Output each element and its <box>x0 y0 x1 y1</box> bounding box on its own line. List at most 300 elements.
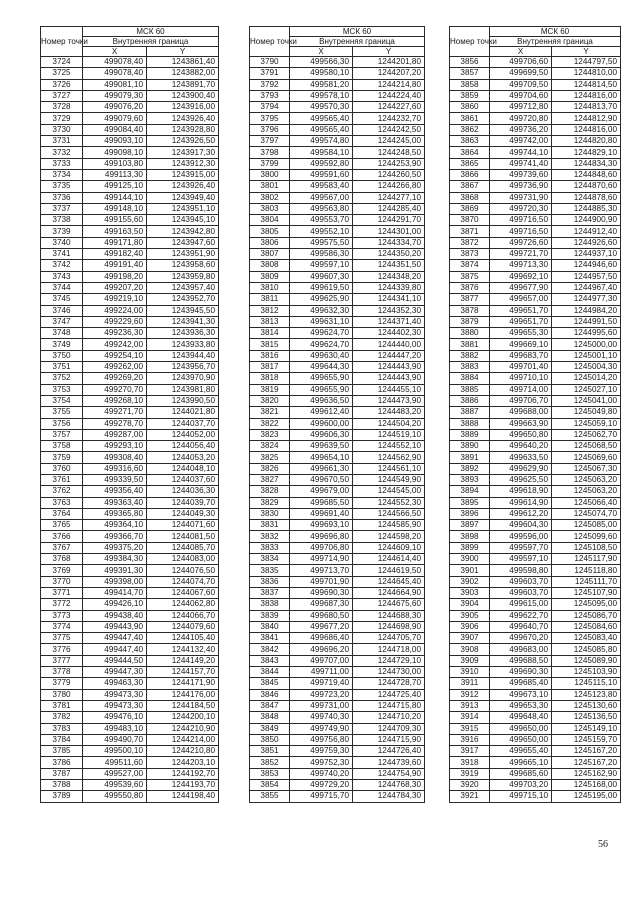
point-number-cell: 3896 <box>450 508 490 519</box>
y-coordinate-cell: 1244371,40 <box>353 316 425 327</box>
x-coordinate-cell: 499719,40 <box>290 678 353 689</box>
y-coordinate-cell: 1244074,70 <box>147 576 219 587</box>
x-coordinate-cell: 499612,20 <box>490 508 552 519</box>
x-coordinate-cell: 499712,80 <box>490 102 552 113</box>
x-coordinate-cell: 499148,10 <box>83 203 147 214</box>
x-coordinate-cell: 499287,00 <box>83 429 147 440</box>
y-coordinate-cell: 1244083,00 <box>147 554 219 565</box>
point-number-cell: 3796 <box>250 124 290 135</box>
y-coordinate-cell: 1244754,90 <box>353 768 425 779</box>
y-coordinate-cell: 1244443,90 <box>353 373 425 384</box>
point-number-cell: 3730 <box>41 124 83 135</box>
point-number-cell: 3878 <box>450 305 490 316</box>
y-coordinate-cell: 1244352,30 <box>353 305 425 316</box>
x-coordinate-cell: 499565,40 <box>290 113 353 124</box>
table-row <box>450 237 621 248</box>
point-number-cell: 3845 <box>250 678 290 689</box>
x-coordinate-cell: 499663,90 <box>490 418 552 429</box>
y-coordinate-cell: 1244926,60 <box>552 237 621 248</box>
x-coordinate-cell: 499583,40 <box>290 181 353 192</box>
point-number-cell: 3766 <box>41 531 83 542</box>
point-number-cell: 3904 <box>450 599 490 610</box>
point-number-cell: 3764 <box>41 508 83 519</box>
table-row <box>450 282 621 293</box>
table-row <box>41 768 219 779</box>
table-row <box>450 780 621 791</box>
point-number-cell: 3725 <box>41 68 83 79</box>
x-coordinate-cell: 499683,70 <box>490 350 552 361</box>
y-coordinate-cell: 1243917,30 <box>147 147 219 158</box>
table-row <box>41 282 219 293</box>
x-coordinate-cell: 499651,70 <box>490 316 552 327</box>
x-coordinate-cell: 499701,90 <box>290 576 353 587</box>
x-coordinate-cell: 499483,10 <box>83 723 147 734</box>
x-coordinate-cell: 499685,60 <box>490 768 552 779</box>
y-coordinate-cell: 1244071,60 <box>147 520 219 531</box>
x-coordinate-cell: 499078,40 <box>83 68 147 79</box>
x-coordinate-cell: 499670,50 <box>290 474 353 485</box>
table-row <box>41 68 219 79</box>
table-row <box>250 249 425 260</box>
table-row <box>450 79 621 90</box>
y-coordinate-cell: 1244301,00 <box>353 226 425 237</box>
table-row <box>41 350 219 361</box>
x-coordinate-cell: 499696,80 <box>290 531 353 542</box>
x-coordinate-cell: 499366,70 <box>83 531 147 542</box>
y-coordinate-cell: 1244900,90 <box>552 215 621 226</box>
y-coordinate-cell: 1245085,00 <box>552 520 621 531</box>
point-number-cell: 3890 <box>450 441 490 452</box>
x-coordinate-cell: 499706,80 <box>290 542 353 553</box>
y-coordinate-cell: 1244645,40 <box>353 576 425 587</box>
x-coordinate-cell: 499756,80 <box>290 734 353 745</box>
y-coordinate-cell: 1244820,80 <box>552 136 621 147</box>
table-row <box>41 452 219 463</box>
table-row <box>450 90 621 101</box>
x-coordinate-cell: 499742,00 <box>490 136 552 147</box>
table-row <box>250 328 425 339</box>
point-number-cell: 3783 <box>41 723 83 734</box>
point-number-cell: 3914 <box>450 712 490 723</box>
x-coordinate-cell: 499566,30 <box>290 57 353 68</box>
x-coordinate-cell: 499600,00 <box>290 418 353 429</box>
y-coordinate-cell: 1245041,00 <box>552 395 621 406</box>
x-coordinate-cell: 499736,90 <box>490 181 552 192</box>
x-coordinate-cell: 499316,60 <box>83 463 147 474</box>
y-coordinate-cell: 1244710,20 <box>353 712 425 723</box>
table-row <box>41 113 219 124</box>
y-coordinate-cell: 1245074,70 <box>552 508 621 519</box>
table-row <box>250 791 425 802</box>
y-coordinate-cell: 1244277,10 <box>353 192 425 203</box>
x-coordinate-cell: 499707,00 <box>290 655 353 666</box>
table-row <box>250 260 425 271</box>
table-row <box>41 587 219 598</box>
table-row <box>450 734 621 745</box>
y-coordinate-cell: 1245000,00 <box>552 339 621 350</box>
y-coordinate-cell: 1243912,30 <box>147 158 219 169</box>
point-number-cell: 3782 <box>41 712 83 723</box>
y-coordinate-cell: 1243957,40 <box>147 282 219 293</box>
y-coordinate-cell: 1244797,50 <box>552 57 621 68</box>
x-coordinate-cell: 499653,30 <box>490 700 552 711</box>
x-coordinate-cell: 499597,10 <box>490 554 552 565</box>
y-coordinate-cell: 1244339,80 <box>353 282 425 293</box>
point-number-cell: 3810 <box>250 282 290 293</box>
table-row <box>450 68 621 79</box>
table-row <box>41 136 219 147</box>
y-coordinate-cell: 1244718,00 <box>353 644 425 655</box>
table-row <box>41 780 219 791</box>
point-number-cell: 3807 <box>250 249 290 260</box>
table-row <box>250 655 425 666</box>
point-number-cell: 3856 <box>450 57 490 68</box>
header-point-number: Номер точки <box>41 27 83 57</box>
point-number-cell: 3828 <box>250 486 290 497</box>
y-coordinate-cell: 1243956,70 <box>147 362 219 373</box>
table-row <box>250 441 425 452</box>
point-number-cell: 3909 <box>450 655 490 666</box>
y-coordinate-cell: 1244664,90 <box>353 587 425 598</box>
point-number-cell: 3744 <box>41 282 83 293</box>
x-coordinate-cell: 499644,30 <box>290 362 353 373</box>
point-number-cell: 3858 <box>450 79 490 90</box>
table-row <box>41 102 219 113</box>
header-x: X <box>290 47 353 57</box>
table-row <box>250 633 425 644</box>
header-x: X <box>83 47 147 57</box>
point-number-cell: 3777 <box>41 655 83 666</box>
y-coordinate-cell: 1243900,40 <box>147 90 219 101</box>
table-row <box>450 463 621 474</box>
x-coordinate-cell: 499739,60 <box>490 169 552 180</box>
y-coordinate-cell: 1245107,90 <box>552 587 621 598</box>
y-coordinate-cell: 1243926,40 <box>147 113 219 124</box>
y-coordinate-cell: 1244210,90 <box>147 723 219 734</box>
y-coordinate-cell: 1244037,70 <box>147 418 219 429</box>
point-number-cell: 3852 <box>250 757 290 768</box>
table-row <box>41 474 219 485</box>
x-coordinate-cell: 499607,30 <box>290 271 353 282</box>
y-coordinate-cell: 1244688,30 <box>353 610 425 621</box>
y-coordinate-cell: 1245159,70 <box>552 734 621 745</box>
point-number-cell: 3814 <box>250 328 290 339</box>
y-coordinate-cell: 1245027,10 <box>552 384 621 395</box>
table-row <box>450 542 621 553</box>
table-row <box>450 124 621 135</box>
y-coordinate-cell: 1244184,50 <box>147 700 219 711</box>
table-row <box>450 554 621 565</box>
x-coordinate-cell: 499125,10 <box>83 181 147 192</box>
point-number-cell: 3889 <box>450 429 490 440</box>
x-coordinate-cell: 499438,40 <box>83 610 147 621</box>
x-coordinate-cell: 499308,40 <box>83 452 147 463</box>
y-coordinate-cell: 1244214,00 <box>147 734 219 745</box>
y-coordinate-cell: 1244232,70 <box>353 113 425 124</box>
y-coordinate-cell: 1244598,20 <box>353 531 425 542</box>
point-number-cell: 3742 <box>41 260 83 271</box>
table-row <box>450 57 621 68</box>
point-number-cell: 3861 <box>450 113 490 124</box>
point-number-cell: 3830 <box>250 508 290 519</box>
y-coordinate-cell: 1245069,60 <box>552 452 621 463</box>
y-coordinate-cell: 1243959,80 <box>147 271 219 282</box>
point-number-cell: 3751 <box>41 362 83 373</box>
point-number-cell: 3836 <box>250 576 290 587</box>
table-row <box>450 136 621 147</box>
y-coordinate-cell: 1244193,70 <box>147 780 219 791</box>
x-coordinate-cell: 499715,10 <box>490 791 552 802</box>
y-coordinate-cell: 1244242,50 <box>353 124 425 135</box>
x-coordinate-cell: 499731,00 <box>290 700 353 711</box>
table-row <box>250 678 425 689</box>
point-number-cell: 3769 <box>41 565 83 576</box>
point-number-cell: 3894 <box>450 486 490 497</box>
point-number-cell: 3884 <box>450 373 490 384</box>
point-number-cell: 3768 <box>41 554 83 565</box>
point-number-cell: 3776 <box>41 644 83 655</box>
y-coordinate-cell: 1245149,10 <box>552 723 621 734</box>
x-coordinate-cell: 499759,30 <box>290 746 353 757</box>
x-coordinate-cell: 499356,40 <box>83 486 147 497</box>
point-number-cell: 3759 <box>41 452 83 463</box>
y-coordinate-cell: 1244348,20 <box>353 271 425 282</box>
table-row <box>450 226 621 237</box>
x-coordinate-cell: 499710,10 <box>490 373 552 384</box>
y-coordinate-cell: 1244053,20 <box>147 452 219 463</box>
point-number-cell: 3772 <box>41 599 83 610</box>
table-row <box>250 531 425 542</box>
x-coordinate-cell: 499716,50 <box>490 226 552 237</box>
x-coordinate-cell: 499655,40 <box>490 746 552 757</box>
x-coordinate-cell: 499550,80 <box>83 791 147 802</box>
point-number-cell: 3910 <box>450 667 490 678</box>
table-row <box>250 418 425 429</box>
point-number-cell: 3771 <box>41 587 83 598</box>
table-row <box>250 79 425 90</box>
point-number-cell: 3781 <box>41 700 83 711</box>
table-row <box>450 791 621 802</box>
x-coordinate-cell: 499669,10 <box>490 339 552 350</box>
y-coordinate-cell: 1243861,40 <box>147 57 219 68</box>
point-number-cell: 3753 <box>41 384 83 395</box>
point-number-cell: 3784 <box>41 734 83 745</box>
point-number-cell: 3756 <box>41 418 83 429</box>
x-coordinate-cell: 499686,40 <box>290 633 353 644</box>
y-coordinate-cell: 1243928,80 <box>147 124 219 135</box>
point-number-cell: 3838 <box>250 599 290 610</box>
x-coordinate-cell: 499696,20 <box>290 644 353 655</box>
point-number-cell: 3866 <box>450 169 490 180</box>
y-coordinate-cell: 1244260,50 <box>353 169 425 180</box>
y-coordinate-cell: 1244021,80 <box>147 407 219 418</box>
x-coordinate-cell: 499578,10 <box>290 90 353 101</box>
x-coordinate-cell: 499631,10 <box>290 316 353 327</box>
y-coordinate-cell: 1243947,60 <box>147 237 219 248</box>
y-coordinate-cell: 1244455,10 <box>353 384 425 395</box>
x-coordinate-cell: 499711,00 <box>290 667 353 678</box>
y-coordinate-cell: 1244473,90 <box>353 395 425 406</box>
table-row <box>250 215 425 226</box>
table-row <box>250 554 425 565</box>
table-row <box>450 215 621 226</box>
table-row <box>41 554 219 565</box>
y-coordinate-cell: 1244878,60 <box>552 192 621 203</box>
x-coordinate-cell: 499098,10 <box>83 147 147 158</box>
point-number-cell: 3906 <box>450 621 490 632</box>
table-row <box>250 271 425 282</box>
point-number-cell: 3912 <box>450 689 490 700</box>
point-number-cell: 3749 <box>41 339 83 350</box>
point-number-cell: 3905 <box>450 610 490 621</box>
point-number-cell: 3786 <box>41 757 83 768</box>
x-coordinate-cell: 499219,10 <box>83 294 147 305</box>
x-coordinate-cell: 499636,50 <box>290 395 353 406</box>
y-coordinate-cell: 1244725,40 <box>353 689 425 700</box>
x-coordinate-cell: 499731,90 <box>490 192 552 203</box>
y-coordinate-cell: 1244715,80 <box>353 700 425 711</box>
y-coordinate-cell: 1245014,20 <box>552 373 621 384</box>
table-row <box>450 407 621 418</box>
table-row <box>41 644 219 655</box>
point-number-cell: 3774 <box>41 621 83 632</box>
point-number-cell: 3901 <box>450 565 490 576</box>
table-row <box>450 418 621 429</box>
y-coordinate-cell: 1244224,40 <box>353 90 425 101</box>
y-coordinate-cell: 1245167,20 <box>552 757 621 768</box>
table-row <box>250 226 425 237</box>
x-coordinate-cell: 499685,40 <box>490 678 552 689</box>
y-coordinate-cell: 1243952,70 <box>147 294 219 305</box>
point-number-cell: 3736 <box>41 192 83 203</box>
x-coordinate-cell: 499079,30 <box>83 90 147 101</box>
x-coordinate-cell: 499650,80 <box>490 429 552 440</box>
x-coordinate-cell: 499691,40 <box>290 508 353 519</box>
point-number-cell: 3855 <box>250 791 290 802</box>
point-number-cell: 3822 <box>250 418 290 429</box>
point-number-cell: 3903 <box>450 587 490 598</box>
x-coordinate-cell: 499603,70 <box>490 576 552 587</box>
y-coordinate-cell: 1243942,80 <box>147 226 219 237</box>
table-row <box>41 362 219 373</box>
point-number-cell: 3739 <box>41 226 83 237</box>
point-number-cell: 3757 <box>41 429 83 440</box>
point-number-cell: 3806 <box>250 237 290 248</box>
y-coordinate-cell: 1245117,90 <box>552 554 621 565</box>
x-coordinate-cell: 499640,20 <box>490 441 552 452</box>
table-row <box>41 712 219 723</box>
point-number-cell: 3886 <box>450 395 490 406</box>
x-coordinate-cell: 499721,70 <box>490 249 552 260</box>
table-row <box>41 621 219 632</box>
table-row <box>250 542 425 553</box>
point-number-cell: 3835 <box>250 565 290 576</box>
x-coordinate-cell: 499163,50 <box>83 226 147 237</box>
point-number-cell: 3877 <box>450 294 490 305</box>
point-number-cell: 3795 <box>250 113 290 124</box>
table-row <box>250 486 425 497</box>
point-number-cell: 3825 <box>250 452 290 463</box>
y-coordinate-cell: 1243970,90 <box>147 373 219 384</box>
y-coordinate-cell: 1244784,30 <box>353 791 425 802</box>
y-coordinate-cell: 1245118,80 <box>552 565 621 576</box>
table-row <box>250 294 425 305</box>
table-row <box>41 520 219 531</box>
x-coordinate-cell: 499078,40 <box>83 57 147 68</box>
point-number-cell: 3770 <box>41 576 83 587</box>
point-number-cell: 3832 <box>250 531 290 542</box>
x-coordinate-cell: 499553,70 <box>290 215 353 226</box>
point-number-cell: 3885 <box>450 384 490 395</box>
table-row <box>450 757 621 768</box>
point-number-cell: 3846 <box>250 689 290 700</box>
y-coordinate-cell: 1244157,70 <box>147 667 219 678</box>
table-row <box>250 757 425 768</box>
point-number-cell: 3887 <box>450 407 490 418</box>
y-coordinate-cell: 1244549,90 <box>353 474 425 485</box>
y-coordinate-cell: 1244848,60 <box>552 169 621 180</box>
x-coordinate-cell: 499398,00 <box>83 576 147 587</box>
y-coordinate-cell: 1245099,60 <box>552 531 621 542</box>
y-coordinate-cell: 1244245,00 <box>353 136 425 147</box>
y-coordinate-cell: 1243990,50 <box>147 395 219 406</box>
x-coordinate-cell: 499661,30 <box>290 463 353 474</box>
y-coordinate-cell: 1244079,60 <box>147 621 219 632</box>
y-coordinate-cell: 1243951,90 <box>147 249 219 260</box>
y-coordinate-cell: 1244341,10 <box>353 294 425 305</box>
table-row <box>250 169 425 180</box>
point-number-cell: 3734 <box>41 169 83 180</box>
y-coordinate-cell: 1245083,40 <box>552 633 621 644</box>
x-coordinate-cell: 499207,20 <box>83 282 147 293</box>
table-row <box>450 429 621 440</box>
y-coordinate-cell: 1244081,50 <box>147 531 219 542</box>
x-coordinate-cell: 499339,50 <box>83 474 147 485</box>
x-coordinate-cell: 499612,40 <box>290 407 353 418</box>
x-coordinate-cell: 499648,40 <box>490 712 552 723</box>
y-coordinate-cell: 1244483,20 <box>353 407 425 418</box>
header-boundary: Внутренняя граница <box>490 37 621 47</box>
x-coordinate-cell: 499699,50 <box>490 68 552 79</box>
x-coordinate-cell: 499736,20 <box>490 124 552 135</box>
point-number-cell: 3815 <box>250 339 290 350</box>
x-coordinate-cell: 499565,40 <box>290 124 353 135</box>
x-coordinate-cell: 499229,60 <box>83 316 147 327</box>
x-coordinate-cell: 499606,30 <box>290 429 353 440</box>
x-coordinate-cell: 499688,50 <box>490 655 552 666</box>
table-row <box>450 486 621 497</box>
x-coordinate-cell: 499630,40 <box>290 350 353 361</box>
table-row <box>250 407 425 418</box>
y-coordinate-cell: 1244192,70 <box>147 768 219 779</box>
x-coordinate-cell: 499224,00 <box>83 305 147 316</box>
table-row <box>250 350 425 361</box>
x-coordinate-cell: 499592,80 <box>290 158 353 169</box>
point-number-cell: 3826 <box>250 463 290 474</box>
table-row <box>250 362 425 373</box>
table-row <box>41 757 219 768</box>
x-coordinate-cell: 499703,20 <box>490 780 552 791</box>
y-coordinate-cell: 1244198,40 <box>147 791 219 802</box>
table-row <box>41 497 219 508</box>
x-coordinate-cell: 499720,30 <box>490 203 552 214</box>
point-number-cell: 3902 <box>450 576 490 587</box>
x-coordinate-cell: 499384,30 <box>83 554 147 565</box>
x-coordinate-cell: 499690,30 <box>490 667 552 678</box>
point-number-cell: 3819 <box>250 384 290 395</box>
x-coordinate-cell: 499720,80 <box>490 113 552 124</box>
x-coordinate-cell: 499650,00 <box>490 723 552 734</box>
